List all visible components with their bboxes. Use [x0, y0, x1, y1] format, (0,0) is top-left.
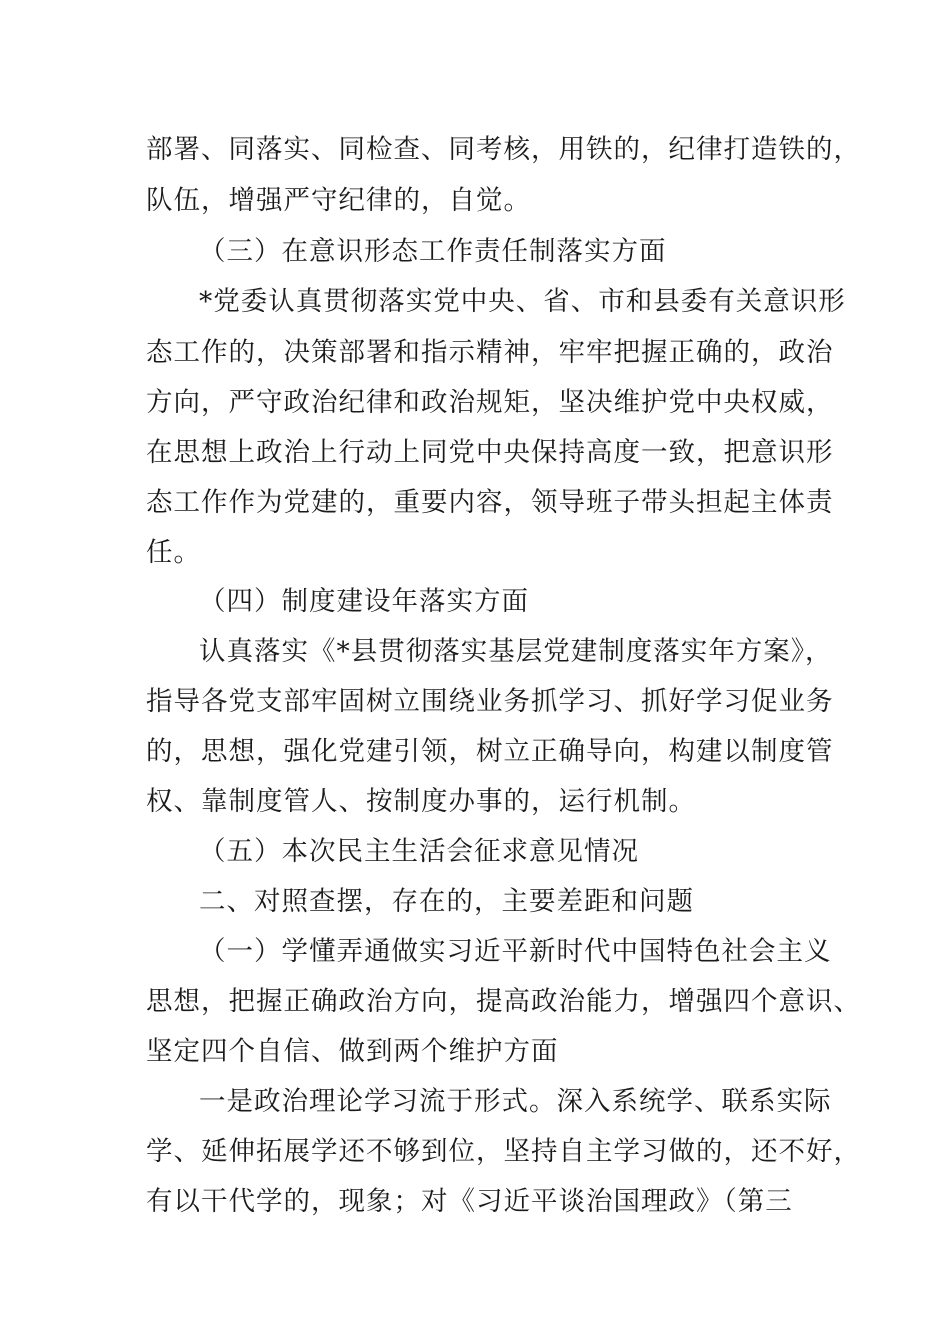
text-line: 的，思想，强化党建引领，树立正确导向，构建以制度管: [146, 736, 834, 767]
section-heading: （三）在意识形态工作责任制落实方面: [199, 236, 667, 267]
text-line: 在思想上政治上行动上同党中央保持高度一致，把意识形: [146, 437, 834, 468]
section-heading: （五）本次民主生活会征求意见情况: [199, 836, 639, 867]
text-line: 任。: [146, 537, 201, 568]
text-line: 指导各党支部牢固树立围绕业务抓学习、抓好学习促业务: [146, 686, 834, 717]
text-line: 态工作的，决策部署和指示精神，牢牢把握正确的，政治: [146, 337, 834, 368]
text-line: 坚定四个自信、做到两个维护方面: [146, 1036, 559, 1067]
text-line: 思想，把握正确政治方向，提高政治能力，增强四个意识、: [146, 986, 861, 1017]
text-line: 学、延伸拓展学还不够到位，坚持自主学习做的，还不好，: [146, 1136, 861, 1167]
text-line: 有以干代学的，现象；对《习近平谈治国理政》（第三: [146, 1186, 793, 1217]
section-heading: （四）制度建设年落实方面: [199, 586, 529, 617]
text-line: 态工作作为党建的，重要内容，领导班子带头担起主体责: [146, 487, 834, 518]
text-line: *党委认真贯彻落实党中央、省、市和县委有关意识形: [199, 286, 846, 317]
text-line: 方向，严守政治纪律和政治规矩，坚决维护党中央权威，: [146, 387, 834, 418]
text-line: 一是政治理论学习流于形式。深入系统学、联系实际: [199, 1086, 832, 1117]
section-heading: （一）学懂弄通做实习近平新时代中国特色社会主义: [199, 936, 832, 967]
section-heading: 二、对照查摆，存在的，主要差距和问题: [199, 886, 694, 917]
text-line: 认真落实《*县贯彻落实基层党建制度落实年方案》，: [199, 636, 833, 667]
text-line: 部署、同落实、同检查、同考核，用铁的，纪律打造铁的，: [146, 134, 861, 165]
text-line: 队伍，增强严守纪律的，自觉。: [146, 185, 531, 216]
text-line: 权、靠制度管人、按制度办事的，运行机制。: [146, 786, 696, 817]
